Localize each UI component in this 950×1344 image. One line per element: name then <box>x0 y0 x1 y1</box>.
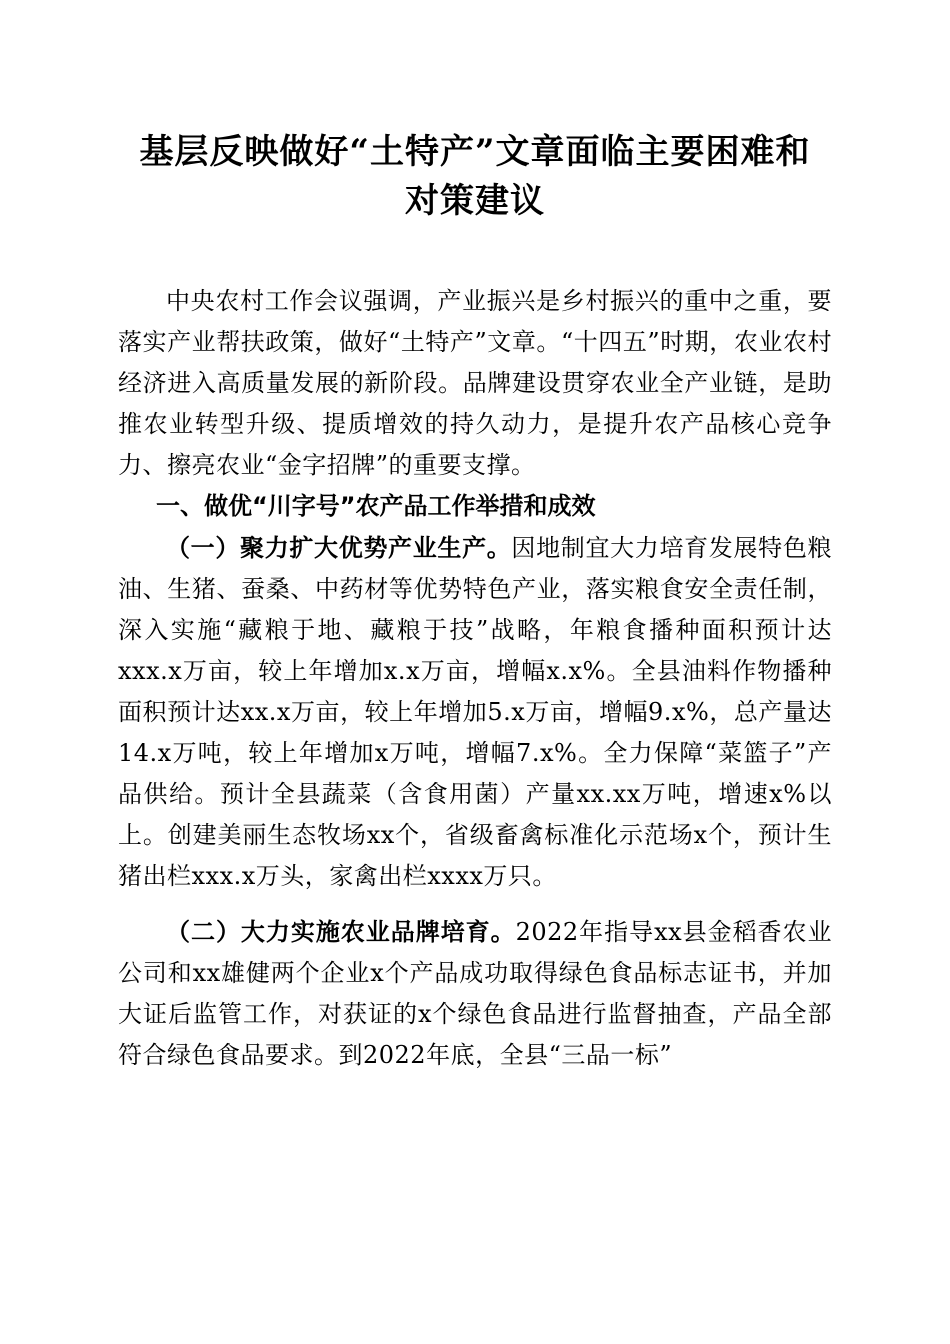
subsection-1-text: 因地制宜大力培育发展特色粮油、生猪、蚕桑、中药材等优势特色产业，落实粮食安全责任制，深入实施“藏粮于地、藏粮于技”战略，年粮食播种面积预计达xxx.x万亩，较上年增加x.x万亩，增幅x.x%。全县油料作物播种面积预计达xx.x万亩，较上年增加5.x万亩，增幅9.x%，总产量达14.x万吨，较上年增加x万吨，增幅7.x%。全力保障“菜篮子”产品供给。预计全县蔬菜（含食用菌）产量xx.xx万吨，增速x%以上。创建美丽生态牧场xx个，省级畜禽标准化示范场x个，预计生猪出栏xxx.x万头，家禽出栏xxxx万只。 <box>118 534 832 890</box>
subsection-1-paragraph <box>118 527 832 897</box>
document-body <box>118 281 832 1076</box>
subsection-2-text: 2022年指导xx县金稻香农业公司和xx雄健两个企业x个产品成功取得绿色食品标志证书，并加大证后监管工作，对获证的x个绿色食品进行监督抽查，产品全部符合绿色食品要求。到2022年底，全县“三品一标” <box>118 918 832 1069</box>
subsection-1-lead: （一）聚力扩大优势产业生产。 <box>166 533 512 562</box>
title-line-2: 对策建议 <box>405 181 545 221</box>
subsection-2-lead: （二）大力实施农业品牌培育。 <box>166 917 516 946</box>
document-title <box>118 128 832 226</box>
subsection-2-paragraph <box>118 911 832 1076</box>
document-page <box>118 128 832 1076</box>
intro-paragraph: 中央农村工作会议强调，产业振兴是乡村振兴的重中之重，要落实产业帮扶政策，做好“土特产”文章。“十四五”时期，农业农村经济进入高质量发展的新阶段。品牌建设贯穿农业全产业链，是助推农业转型升级、提质增效的持久动力，是提升农产品核心竞争力、擦亮农业“金字招牌”的重要支撑。 <box>118 287 832 479</box>
title-line-1: 基层反映做好“土特产”文章面临主要困难和 <box>139 132 811 172</box>
section-1-heading: 一、做优“川字号”农产品工作举措和成效 <box>156 492 596 520</box>
